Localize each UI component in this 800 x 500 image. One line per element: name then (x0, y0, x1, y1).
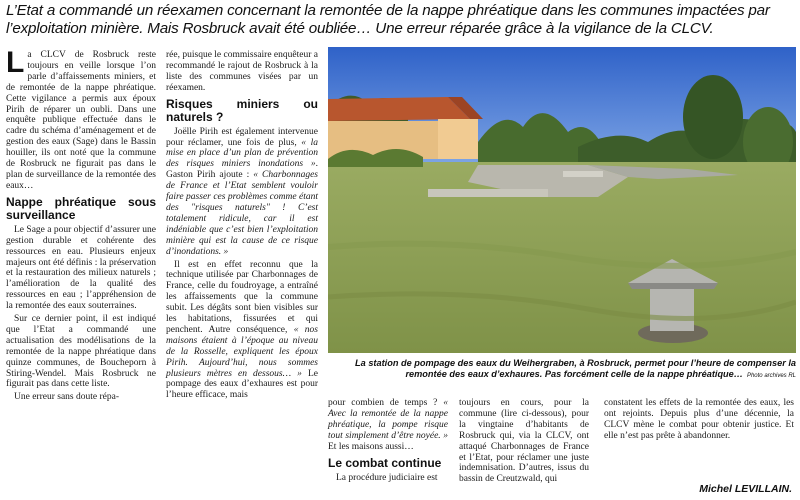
article-intro: L’Etat a commandé un réexamen concernant la remontée de la nappe phréatique dans les communes impactées par l’exploitation minière. Mais Rosbruck avait été oubliée… Une erreur réparée grâce à la vigilance de la CLCV. (6, 2, 770, 37)
paragraph: Joëlle Pirih est également intervenue pour réclamer, une fois de plus, « la mise en place d’un plan de prévention des risques miniers inondations ». Gaston Pirih ajoute : « Charbonnages de France et l’Etat semblent vouloir faire passer ces problèmes comme étant des "risques naturels" ! C’est totalement ridicule, car il est indéniable que c’est bien l’exploitation minière qui est la cause de ce risque d’inondations. » (166, 126, 319, 257)
article-column-4 (459, 398, 589, 485)
paragraph: toujours en cours, pour la commune (lire ci-dessous), pour la vingtaine d’habitants de Rosbruck qui, via la CLCV, ont attaqué Charbonnages de France et l’Etat, pour réclamer une juste indemnisation. D’autres, issus du bassin de Creutzwald, qui (459, 398, 589, 485)
paragraph: constatent les effets de la remontée des eaux, les ont rejoints. Depuis plus d’une décennie, la CLCV mène le combat pour obtenir justice. Et elle n’est pas prête à abandonner. (604, 398, 794, 441)
article-column-2 (166, 50, 318, 401)
subheading-combat: Le combat continue (328, 455, 442, 470)
article-column-1 (6, 46, 156, 403)
article-column-3 (328, 398, 448, 483)
photo-credit: Photo archives RL (746, 373, 796, 379)
paragraph: Il est en effet reconnu que la technique utilisée par Charbonnages de France, celle du foudroyage, a entraîné les affaissements que la commune subit. Les dégâts sont bien visibles sur les habitations, fissurées et qui penchent. Autre conséquence, « nos maisons étaient à l’époque au niveau de la Rosselle, expliquent les époux Pirih. Aujourd’hui, nous sommes plusieurs mètres en dessous… » Le pompage des eaux d’exhaures est pour l’heure efficace, mais (166, 259, 318, 401)
pumping-station-photo (328, 47, 796, 353)
subheading-nappe: Nappe phréatique sous surveillance (6, 194, 156, 222)
paragraph: pour combien de temps ? « Avec la remontée de la nappe phréatique, la pompe risque tout simplement d’être noyée. » Et les maisons aussi… (328, 398, 448, 452)
paragraph: Le Sage a pour objectif d’assurer une gestion durable et cohérente des ressources en eau. Plusieurs enjeux majeurs ont été définis : la préservation et la restauration des milieux naturels ; l’amélioration de la qualité des ressources en eau ; l’appréhension de la remontée des eaux souterraines. (6, 224, 156, 312)
paragraph: La procédure judiciaire est (336, 472, 438, 483)
paragraph: Une erreur sans doute répa- (14, 392, 119, 403)
photo-caption: La station de pompage des eaux du Weihergraben, à Rosbruck, permet pour l’heure de compenser la remontée des eaux d’exhaures. Pas forcément celle de la nappe phréatique… Photo archives RL (355, 358, 796, 379)
article-column-5 (604, 398, 794, 442)
paragraph: Sur ce dernier point, il est indiqué que l’Etat a commandé une actualisation des modélisations de la remontée de la nappe phréatique dans quinze communes, de Boucheporn à Stiring-Wendel. Mais Rosbruck ne figurait pas dans cette liste. (6, 314, 156, 390)
photo-illustration (328, 47, 796, 353)
paragraph: La CLCV de Rosbruck reste toujours en veille lorsque l’on parle d’affaissements miniers, et de remontée de la nappe phréatique. Cette vigilance a permis aux époux Pirih de réparer un oubli. Dans une enquête publique effectuée dans le cadre du schéma d’aménagement et de gestion des eaux (Sage) dans le Bassin houiller, ils ont noté que la commune de Rosbruck ne figurait pas dans le plan de surveillance de la remontée des eaux… (6, 46, 156, 191)
subheading-risques: Risques miniers ou naturels ? (166, 96, 318, 124)
paragraph: rée, puisque le commissaire enquêteur a recommandé le rajout de Rosbruck à la liste des communes visées par un réexamen. (166, 50, 318, 93)
drop-cap: L (6, 46, 25, 79)
article-byline: Michel LEVILLAIN. (699, 483, 792, 495)
